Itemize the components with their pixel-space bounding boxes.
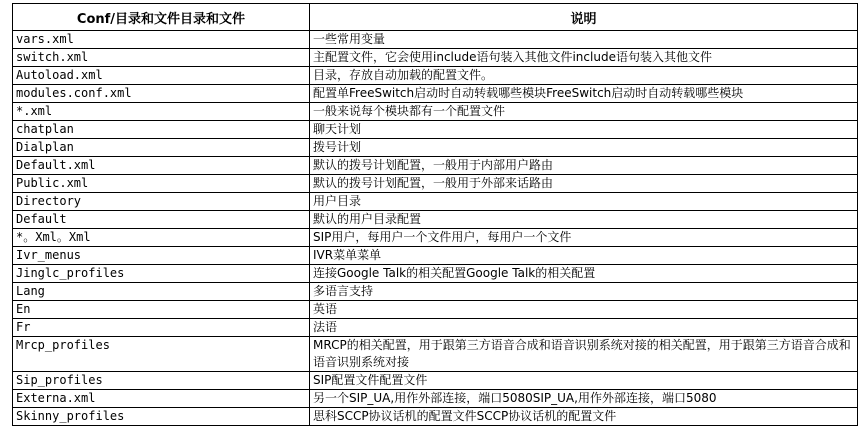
- file-name-cell: Ivr_menus: [13, 247, 310, 265]
- description-cell: 聊天计划: [310, 121, 858, 139]
- table-row: [13, 301, 858, 319]
- header-description: 说明: [310, 4, 858, 31]
- table-row: [13, 247, 858, 265]
- table-row: [13, 103, 858, 121]
- file-name-cell: *.xml: [13, 103, 310, 121]
- file-name-cell: Autoload.xml: [13, 67, 310, 85]
- table-row: [13, 372, 858, 390]
- table-row: [13, 265, 858, 283]
- file-name-cell: Sip_profiles: [13, 372, 310, 390]
- file-name-cell: Fr: [13, 319, 310, 337]
- table-row: [13, 85, 858, 103]
- file-name-cell: Default.xml: [13, 157, 310, 175]
- file-name-cell: switch.xml: [13, 49, 310, 67]
- file-name-cell: En: [13, 301, 310, 319]
- table-row: [13, 49, 858, 67]
- table-row: [13, 157, 858, 175]
- file-name-cell: Public.xml: [13, 175, 310, 193]
- description-cell: MRCP的相关配置，用于跟第三方语音合成和语音识别系统对接的相关配置，用于跟第三方语音合成和语音识别系统对接: [310, 337, 858, 372]
- table-row: [13, 67, 858, 85]
- table-row: [13, 31, 858, 49]
- table-row: [13, 121, 858, 139]
- table-row: [13, 211, 858, 229]
- description-cell: 一些常用变量: [310, 31, 858, 49]
- table-header-row: [13, 4, 858, 31]
- table-row: [13, 139, 858, 157]
- config-table: [12, 3, 858, 426]
- file-name-cell: modules.conf.xml: [13, 85, 310, 103]
- description-cell: 用户目录: [310, 193, 858, 211]
- header-files: Conf/目录和文件目录和文件: [13, 4, 310, 31]
- description-cell: 默认的拨号计划配置，一般用于外部来话路由: [310, 175, 858, 193]
- description-cell: SIP用户，每用户一个文件用户，每用户一个文件: [310, 229, 858, 247]
- description-cell: 另一个SIP_UA,用作外部连接，端口5080SIP_UA,用作外部连接，端口5080: [310, 390, 858, 408]
- table-row: [13, 193, 858, 211]
- description-cell: 英语: [310, 301, 858, 319]
- description-cell: IVR菜单菜单: [310, 247, 858, 265]
- file-name-cell: Default: [13, 211, 310, 229]
- description-cell: 多语言支持: [310, 283, 858, 301]
- description-cell: 一般来说每个模块都有一个配置文件: [310, 103, 858, 121]
- description-cell: 思科SCCP协议话机的配置文件SCCP协议话机的配置文件: [310, 408, 858, 426]
- file-name-cell: vars.xml: [13, 31, 310, 49]
- table-row: [13, 175, 858, 193]
- description-cell: 主配置文件，它会使用include语句装入其他文件include语句装入其他文件: [310, 49, 858, 67]
- file-name-cell: Externa.xml: [13, 390, 310, 408]
- table-row: [13, 229, 858, 247]
- description-cell: 拨号计划: [310, 139, 858, 157]
- file-name-cell: chatplan: [13, 121, 310, 139]
- file-name-cell: Lang: [13, 283, 310, 301]
- table-row: [13, 390, 858, 408]
- table-row: [13, 337, 858, 372]
- file-name-cell: Skinny_profiles: [13, 408, 310, 426]
- description-cell: 目录，存放自动加载的配置文件。: [310, 67, 858, 85]
- file-name-cell: Mrcp_profiles: [13, 337, 310, 372]
- table-row: [13, 283, 858, 301]
- description-cell: SIP配置文件配置文件: [310, 372, 858, 390]
- table-row: [13, 408, 858, 426]
- table-row: [13, 319, 858, 337]
- file-name-cell: Jinglc_profiles: [13, 265, 310, 283]
- description-cell: 法语: [310, 319, 858, 337]
- description-cell: 连接Google Talk的相关配置Google Talk的相关配置: [310, 265, 858, 283]
- file-name-cell: Directory: [13, 193, 310, 211]
- description-cell: 配置单FreeSwitch启动时自动转载哪些模块FreeSwitch启动时自动转载哪些模块: [310, 85, 858, 103]
- file-name-cell: *。Xml。Xml: [13, 229, 310, 247]
- description-cell: 默认的用户目录配置: [310, 211, 858, 229]
- description-cell: 默认的拨号计划配置，一般用于内部用户路由: [310, 157, 858, 175]
- file-name-cell: Dialplan: [13, 139, 310, 157]
